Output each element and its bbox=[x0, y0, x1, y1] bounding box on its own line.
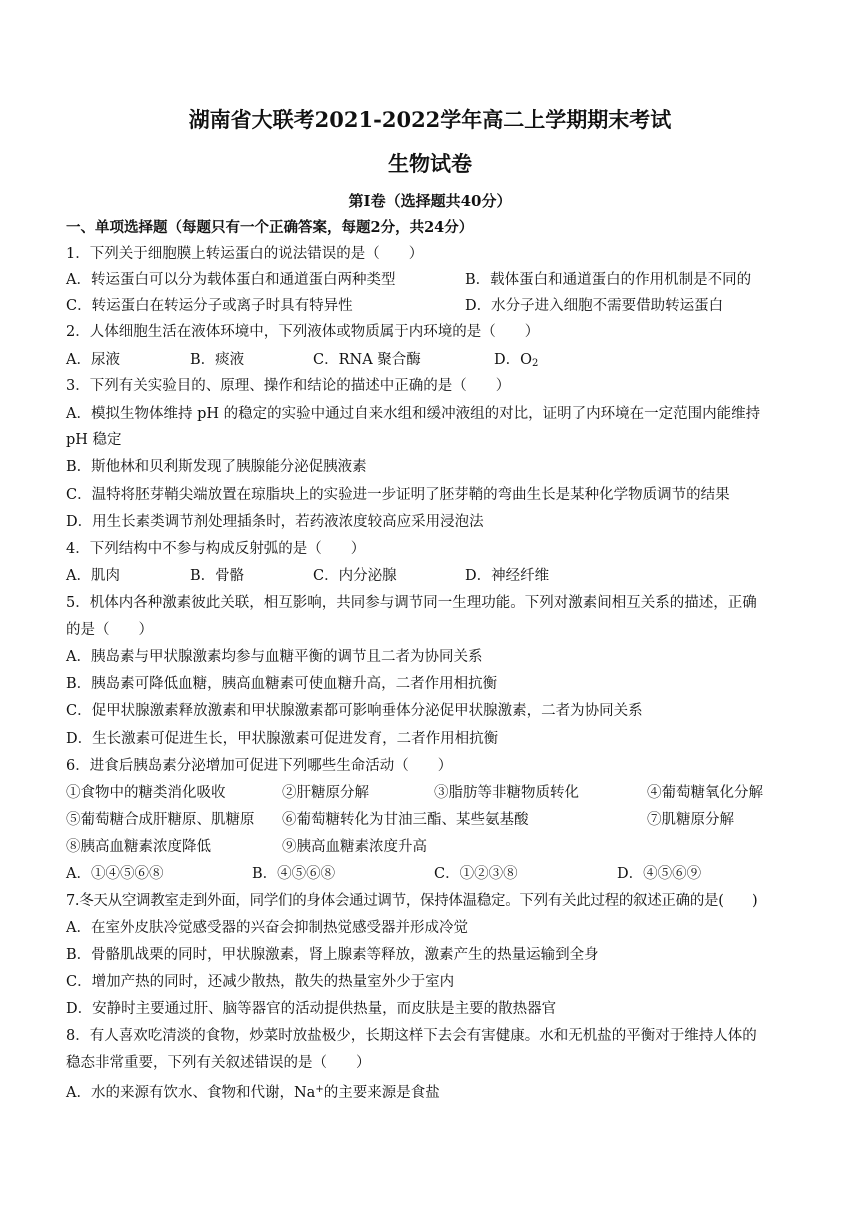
question-6-item-6: ⑥葡萄糖转化为甘油三酯、某些氨基酸 bbox=[282, 812, 529, 828]
question-6-stem: 6．进食后胰岛素分泌增加可促进下列哪些生命活动（ ） bbox=[66, 758, 453, 774]
question-5-option-b: B．胰岛素可降低血糖，胰高血糖素可使血糖升高，二者作用相抗衡 bbox=[66, 676, 498, 692]
exam-title: 湖南省大联考2021-2022学年高二上学期期末考试 bbox=[188, 107, 672, 132]
question-6-item-1: ①食物中的糖类消化吸收 bbox=[66, 785, 226, 801]
question-8-option-a-text-cont: 的主要来源是食盐 bbox=[323, 1085, 440, 1101]
question-2-option-d-subscript: 2 bbox=[532, 358, 539, 369]
question-6-option-b: B．④⑤⑥⑧ bbox=[252, 866, 336, 882]
question-6-item-5: ⑤葡萄糖合成肝糖原、肌糖原 bbox=[66, 812, 255, 828]
question-7-option-c: C．增加产热的同时，还减少散热，散失的热量室外少于室内 bbox=[66, 974, 455, 990]
question-4-stem: 4．下列结构中不参与构成反射弧的是（ ） bbox=[66, 541, 366, 557]
question-6-item-7: ⑦肌糖原分解 bbox=[647, 812, 734, 828]
exam-subtitle: 生物试卷 bbox=[388, 151, 472, 176]
question-5-option-c: C．促甲状腺激素释放激素和甲状腺激素都可影响垂体分泌促甲状腺激素，二者为协同关系 bbox=[66, 703, 643, 719]
question-2-option-d-text: D．O bbox=[494, 352, 533, 368]
question-2-option-d bbox=[494, 350, 538, 374]
question-4-option-b: B．骨骼 bbox=[190, 568, 245, 584]
question-6-item-8: ⑧胰高血糖素浓度降低 bbox=[66, 839, 211, 855]
question-7-option-d: D．安静时主要通过肝、脑等器官的活动提供热量，而皮肤是主要的散热器官 bbox=[66, 1001, 557, 1017]
question-2-option-c: C．RNA 聚合酶 bbox=[313, 352, 421, 368]
question-6-option-d: D．④⑤⑥⑨ bbox=[617, 866, 702, 882]
question-3-stem: 3．下列有关实验目的、原理、操作和结论的描述中正确的是（ ） bbox=[66, 378, 511, 394]
question-7-stem: 7.冬天从空调教室走到外面，同学们的身体会通过调节，保持体温稳定。下列有关此过程的叙述正确的是( ) bbox=[66, 893, 758, 909]
question-6-item-3: ③脂肪等非糖物质转化 bbox=[434, 785, 579, 801]
question-5-stem-cont: 的是（ ） bbox=[66, 622, 153, 638]
question-6-item-2: ②肝糖原分解 bbox=[282, 785, 369, 801]
question-8-option-a-text: A．水的来源有饮水、食物和代谢，Na bbox=[66, 1085, 316, 1101]
question-5-stem: 5．机体内各种激素彼此关联，相互影响，共同参与调节同一生理功能。下列对激素间相互关系的描述，正确 bbox=[66, 595, 757, 611]
question-5-option-d: D．生长激素可促进生长，甲状腺激素可促进发育，二者作用相抗衡 bbox=[66, 731, 499, 747]
question-4-option-a: A．肌肉 bbox=[66, 568, 120, 584]
question-7-option-a: A．在室外皮肤冷觉感受器的兴奋会抑制热觉感受器并形成冷觉 bbox=[66, 920, 468, 936]
question-8-stem: 8．有人喜欢吃清淡的食物，炒菜时放盐极少，长期这样下去会有害健康。水和无机盐的平衡对于维持人体的 bbox=[66, 1028, 757, 1044]
question-3-option-c: C．温特将胚芽鞘尖端放置在琼脂块上的实验进一步证明了胚芽鞘的弯曲生长是某种化学物质调节的结果 bbox=[66, 487, 730, 503]
part-title: 第I卷（选择题共40分） bbox=[348, 192, 512, 210]
question-2-option-a: A．尿液 bbox=[66, 352, 120, 368]
question-1-option-a: A．转运蛋白可以分为载体蛋白和通道蛋白两种类型 bbox=[66, 272, 396, 288]
question-3-option-d: D．用生长素类调节剂处理插条时，若药液浓度较高应采用浸泡法 bbox=[66, 514, 484, 530]
question-6-option-c: C．①②③⑧ bbox=[434, 866, 518, 882]
question-3-option-a: A．模拟生物体维持 pH 的稳定的实验中通过自来水组和缓冲液组的对比，证明了内环境在一定范围内能维持 bbox=[66, 406, 761, 422]
question-4-option-d: D．神经纤维 bbox=[465, 568, 550, 584]
question-1-option-d: D．水分子进入细胞不需要借助转运蛋白 bbox=[465, 298, 724, 314]
question-5-option-a: A．胰岛素与甲状腺激素均参与血糖平衡的调节且二者为协同关系 bbox=[66, 649, 483, 665]
question-1-option-c: C．转运蛋白在转运分子或离子时具有特异性 bbox=[66, 298, 353, 314]
question-8-option-a bbox=[66, 1080, 440, 1103]
question-6-option-a: A．①④⑤⑥⑧ bbox=[66, 866, 164, 882]
section-title: 一、单项选择题（每题只有一个正确答案，每题2分，共24分） bbox=[66, 219, 474, 236]
question-2-stem: 2．人体细胞生活在液体环境中，下列液体或物质属于内环境的是（ ） bbox=[66, 324, 540, 340]
question-6-item-9: ⑨胰高血糖素浓度升高 bbox=[282, 839, 427, 855]
question-2-option-b: B．痰液 bbox=[190, 352, 245, 368]
question-3-option-a-cont: pH 稳定 bbox=[66, 432, 122, 448]
question-7-option-b: B．骨骼肌战栗的同时，甲状腺激素，肾上腺素等释放，激素产生的热量运输到全身 bbox=[66, 947, 599, 963]
question-1-option-b: B．载体蛋白和通道蛋白的作用机制是不同的 bbox=[465, 272, 752, 288]
question-8-stem-cont: 稳态非常重要，下列有关叙述错误的是（ ） bbox=[66, 1055, 371, 1071]
question-8-option-a-superscript: + bbox=[315, 1084, 324, 1095]
question-1-stem: 1．下列关于细胞膜上转运蛋白的说法错误的是（ ） bbox=[66, 246, 424, 262]
question-4-option-c: C．内分泌腺 bbox=[313, 568, 397, 584]
question-3-option-b: B．斯他林和贝利斯发现了胰腺能分泌促胰液素 bbox=[66, 459, 367, 475]
question-6-item-4: ④葡萄糖氧化分解 bbox=[647, 785, 763, 801]
